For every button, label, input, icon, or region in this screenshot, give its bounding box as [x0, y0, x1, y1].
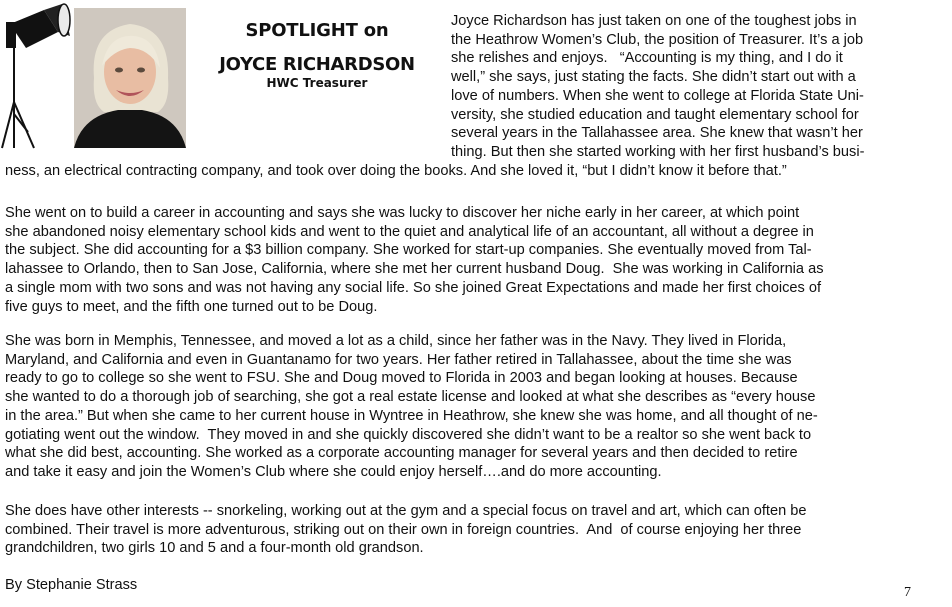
interests-paragraph: She does have other interests -- snorkeling, working out at the gym and a special focus on travel and art, which can often be combined. Their travel is more adventurous, striking out on their own in foreign countries. And of course enjoying her three grandchildren, two girls 10 and 5 and a four-month old grandson. — [5, 503, 807, 557]
byline: By Stephanie Strass — [5, 577, 138, 593]
person-role: HWC Treasurer — [266, 76, 368, 90]
career-paragraph: She went on to build a career in accounting and says she was lucky to discover her niche early in her career, at which point she abandoned noisy elementary school kids and went to the quiet and analytical life of an accountant, all without a degree in the subject. She did accounting for a $3 billion company. She worked for start-up companies. She eventually moved from Tal- lahassee to Orlando, then to San Jose, California, where she met her current husband Doug. She was working in California as a single mom with two sons and was not having any social life. So she joined Great Expectations and made her first choices of five guys to meet, and the fifth one turned out to be Doug. — [5, 205, 824, 315]
spotlight-lamp-icon — [0, 2, 72, 150]
spotlight-heading: SPOTLIGHT on — [245, 20, 389, 41]
portrait-photo — [74, 8, 186, 148]
background-paragraph: She was born in Memphis, Tennessee, and moved a lot as a child, since her father was in the Navy. They lived in Florida, Maryland, and California and even in Guantanamo for two years. Her father retired in Tallahassee, about the time she was ready to go to college so she went to FSU. She and Doug moved to Florida in 2003 and began looking at houses. Because she wanted to do a thorough job of searching, she got a real estate license and looked at what she describes as “every house in the area.” But when she came to her current house in Wyntree in Heathrow, she knew she was home, and all thought of ne- gotiating went out the window. They moved in and she quickly discovered she didn’t want to be a realtor so she went back to what she did best, accounting. She worked as a corporate accounting manager for several years and then decided to retire and take it easy and join the Women’s Club where she could enjoy herself….and do more accounting. — [5, 333, 818, 480]
article-title-block — [186, 20, 448, 90]
person-name-heading: JOYCE RICHARDSON — [219, 54, 415, 75]
intro-paragraph-tail: ness, an electrical contracting company, and took over doing the books. And she loved it, “but I didn’t know it before that.” — [5, 163, 787, 179]
intro-paragraph: Joyce Richardson has just taken on one of the toughest jobs in the Heathrow Women’s Club, the position of Treasurer. It’s a job she relishes and enjoys. “Accounting is my thing, and I do it well,” she says, just stating the facts. She didn’t start out with a love of numbers. When she went to college at Florida State Uni- versity, she studied education and taught elementary school for several years in the Tallahassee area. She knew that wasn’t her thing. But then she started working with her first husband’s busi- — [451, 13, 865, 160]
page-number: 7 — [904, 585, 911, 600]
